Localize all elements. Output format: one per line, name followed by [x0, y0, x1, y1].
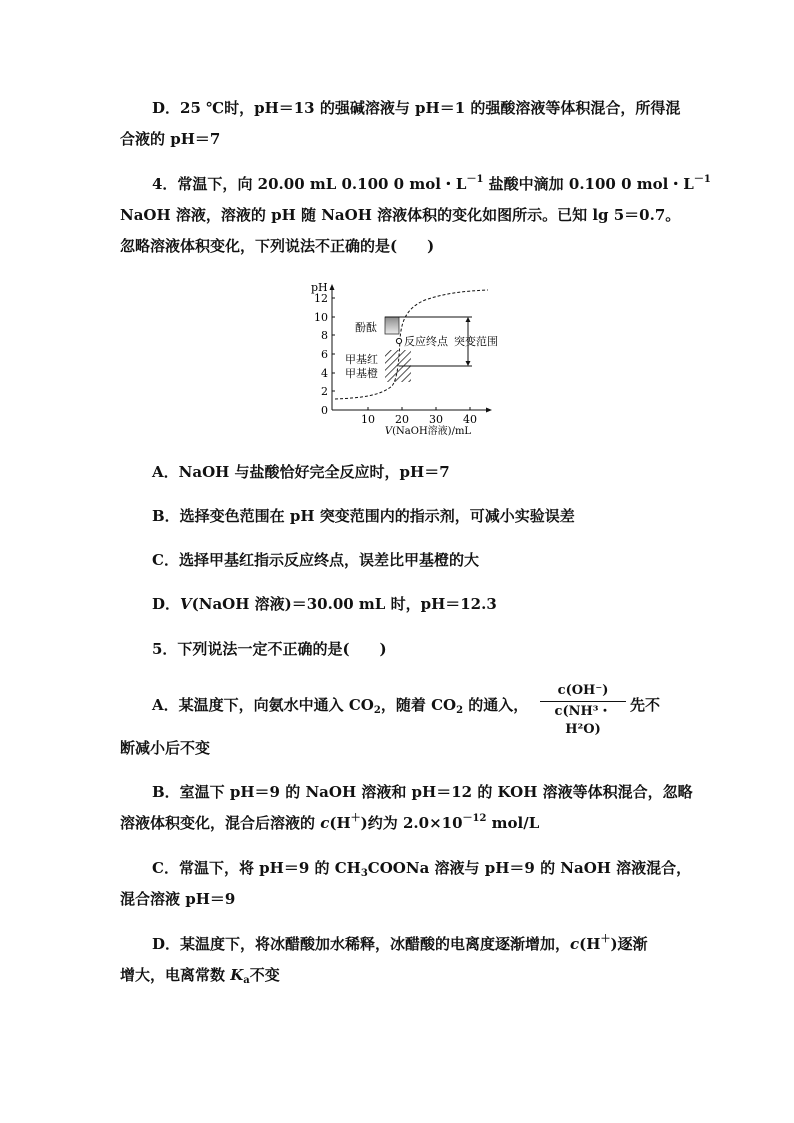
x-axis-label: V(NaOH溶液)/mL — [384, 426, 472, 437]
x-tick-label: 40 — [463, 413, 477, 426]
fraction-numerator: c(OH⁻) — [557, 683, 609, 698]
phenolphthalein-range — [385, 317, 399, 334]
q4-option-b: B．选择变色范围在 pH 突变范围内的指示剂，可减小实验误差 — [152, 507, 575, 525]
x-tick-label: 20 — [395, 413, 409, 426]
y-tick-label: 2 — [321, 385, 328, 398]
q4-stem-line3: 忽略溶液体积变化，下列说法不正确的是( ) — [120, 237, 435, 255]
y-tick-label: 12 — [314, 292, 328, 305]
y-tick-label: 8 — [321, 329, 328, 342]
q5-option-a-tail: 先不 — [630, 696, 661, 714]
y-axis-arrow — [330, 284, 335, 290]
endpoint-marker — [396, 338, 401, 343]
q4-stem-line2: NaOH 溶液，溶液的 pH 随 NaOH 溶液体积的变化如图所示。已知 lg 5＝0.7。 — [120, 206, 681, 224]
q4-option-a: A．NaOH 与盐酸恰好完全反应时，pH＝7 — [152, 463, 450, 481]
q5-option-c-line2: 混合溶液 pH＝9 — [120, 890, 236, 908]
titration-curve-figure — [300, 278, 530, 438]
q5-option-d-line1: D．某温度下，将冰醋酸加水稀释，冰醋酸的电离度逐渐增加，c(H＋)逐渐 — [152, 934, 648, 953]
y-tick-label: 0 — [321, 404, 328, 417]
x-ticks — [361, 413, 477, 426]
y-axis-label: pH — [311, 281, 328, 294]
q5-option-c-line1: C．常温下，将 pH＝9 的 $CH_3COONa$ 溶液与 pH＝9 的 NaOH 溶液混合， — [152, 859, 692, 879]
q5-option-b-line2: 溶液体积变化，混合后溶液的 c(H＋)约为 $2.0\times 10^{-12}$ mol/L — [120, 813, 540, 832]
q4-option-d: D．V(NaOH 溶液)＝30.00 mL 时，pH＝12.3 — [152, 595, 497, 613]
q4-stem-line1: 4．常温下，向 20.00 mL 0.100 0 mol・$L^{-1}$ 盐酸中滴加 0.100 0 mol・$L^{-1}$ — [152, 174, 711, 193]
q5-option-a-fraction — [540, 682, 626, 737]
label-jump-range: 突变范围 — [454, 335, 498, 348]
fraction-denominator: c(NH³・H²O) — [554, 704, 612, 737]
y-tick-label: 4 — [321, 367, 328, 380]
q5-option-a-line2: 断减小后不变 — [120, 739, 211, 757]
q4-option-c: C．选择甲基红指示反应终点，误差比甲基橙的大 — [152, 551, 479, 569]
label-methyl-orange: 甲基橙 — [345, 367, 378, 380]
y-ticks — [314, 292, 328, 417]
x-axis-arrow — [486, 408, 492, 413]
y-tick-label: 6 — [321, 348, 328, 361]
q3-option-d-line1: D．25 ℃时，pH＝13 的强碱溶液与 pH＝1 的强酸溶液等体积混合，所得混 — [152, 99, 681, 117]
q5-option-a-line1: A．某温度下，向氨水中通入 $CO_2$，随着 $CO_2$ 的通入， — [152, 696, 529, 716]
q5-stem: 5．下列说法一定不正确的是( ) — [152, 640, 387, 658]
q3-option-d-line2: 合液的 pH＝7 — [120, 130, 221, 148]
q5-option-b-line1: B．室温下 pH＝9 的 NaOH 溶液和 pH＝12 的 KOH 溶液等体积混合，忽略 — [152, 783, 693, 801]
q5-option-d-line2: 增大，电离常数 $K_a$不变 — [120, 966, 280, 986]
label-phenolphthalein: 酚酞 — [355, 321, 377, 334]
x-tick-label: 30 — [429, 413, 443, 426]
label-methyl-red: 甲基红 — [345, 353, 378, 366]
x-tick-label: 10 — [361, 413, 375, 426]
y-tick-label: 10 — [314, 311, 328, 324]
label-endpoint: 反应终点 — [404, 335, 448, 348]
